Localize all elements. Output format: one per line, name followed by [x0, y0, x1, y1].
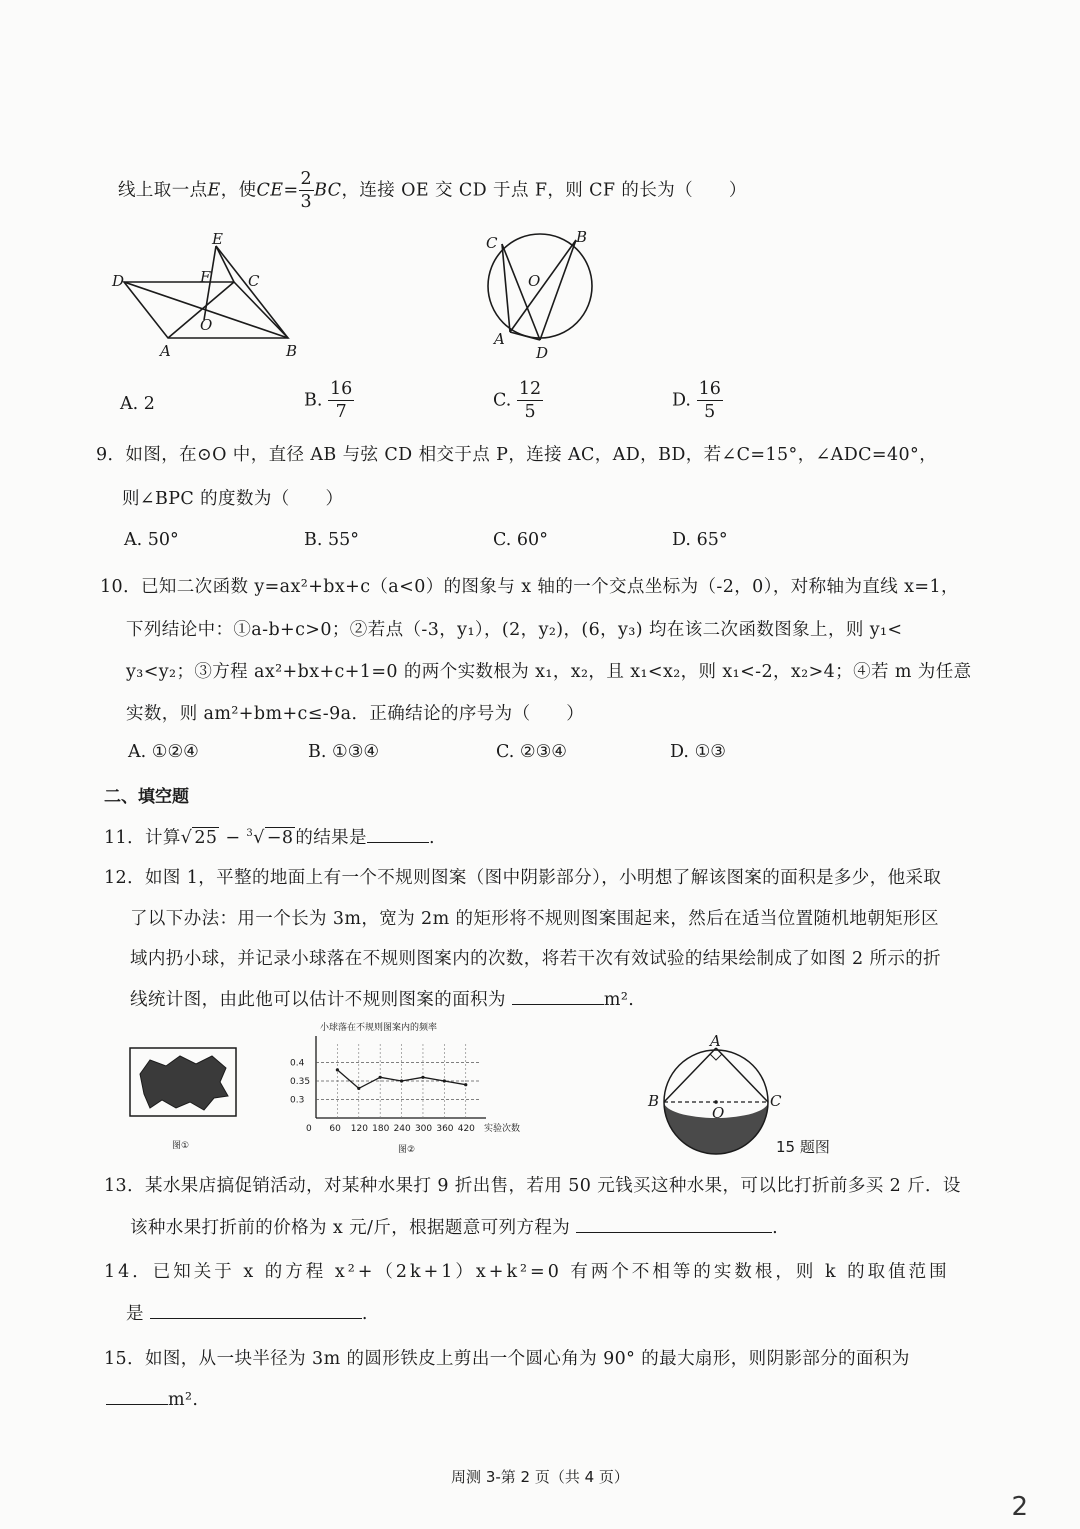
y-tick-label: 0.3 [290, 1095, 305, 1106]
q8-option-c[interactable] [493, 380, 543, 422]
q14-end: . [361, 1304, 368, 1324]
q12-figure-1 [128, 1046, 240, 1156]
q11-radicand-1: 25 [194, 828, 218, 848]
q12-answer-blank[interactable] [512, 1003, 604, 1005]
q9-option-a[interactable] [124, 530, 179, 550]
q14-line-2 [126, 1300, 368, 1325]
q12-unit: m². [603, 990, 635, 1010]
q15-unit: m². [168, 1390, 199, 1410]
q11-answer-blank[interactable] [367, 841, 429, 843]
q10-option-a[interactable] [128, 742, 199, 762]
q12-line-1: 12．如图 1，平整的地面上有一个不规则图案（图中阴影部分），小明想了解该图案的面积是多少，他采取 [104, 868, 942, 888]
fig1-label-f: F [200, 268, 211, 286]
q8-parallelogram-figure [110, 228, 310, 363]
fig15-caption: 15 题图 [776, 1138, 830, 1156]
frac-den: 5 [704, 402, 716, 423]
q11-root-index: 3 [246, 828, 254, 840]
q12-line-4-text: 线统计图，由此他可以估计不规则图案的面积为 [130, 990, 506, 1010]
chart-origin-label: 0 [306, 1124, 312, 1134]
fig2-label-b: B [576, 228, 588, 246]
option-letter: D. [672, 390, 691, 411]
q9-option-d[interactable] [672, 530, 728, 550]
q15-line-2 [106, 1390, 198, 1410]
option-text: ①③ [694, 742, 726, 762]
option-text: 60° [516, 530, 548, 550]
q9-circle-figure [478, 228, 608, 363]
fig15-label-c: C [770, 1092, 782, 1110]
x-tick-label: 60 [329, 1124, 341, 1134]
option-text: ①③④ [332, 742, 380, 762]
q8-option-d[interactable] [672, 380, 723, 422]
fig1-label-e: E [212, 230, 223, 248]
option-text: 50° [147, 530, 179, 550]
fig1-caption: 图① [172, 1141, 190, 1151]
page-footer: 周测 3-第 2 页（共 4 页） [451, 1468, 629, 1486]
q8-bc: BC [314, 180, 342, 201]
q12-line-4 [130, 986, 634, 1011]
option-text: 55° [328, 530, 360, 550]
option-fraction [517, 380, 543, 422]
q9-option-c[interactable] [493, 530, 548, 550]
x-tick-label: 360 [436, 1124, 454, 1134]
q10-option-c[interactable] [496, 742, 567, 762]
data-point [421, 1076, 424, 1079]
option-letter: C. [493, 530, 512, 550]
irregular-shaded-shape [140, 1056, 228, 1110]
q8-point-e: E [207, 180, 221, 201]
section-fill-in-blank-heading: 二、填空题 [104, 787, 189, 807]
chart-caption: 图② [398, 1145, 416, 1155]
q11-radicand-2: −8 [266, 828, 294, 848]
q11-end: . [428, 828, 435, 848]
x-tick-label: 240 [393, 1124, 411, 1134]
q13-line-2-text: 该种水果打折前的价格为 x 元/斤，根据题意可列方程为 [130, 1218, 571, 1238]
x-tick-label: 180 [372, 1124, 390, 1134]
x-tick-label: 300 [414, 1124, 433, 1134]
q8-option-a[interactable] [120, 394, 155, 414]
fig2-label-c: C [486, 234, 498, 252]
frac-den: 5 [524, 402, 536, 423]
option-letter: B. [304, 530, 323, 550]
fig2-label-d: D [536, 344, 549, 362]
option-fraction [328, 380, 354, 422]
q9-option-b[interactable] [304, 530, 359, 550]
q8-ce: CE [256, 180, 284, 201]
fig1-label-c: C [248, 272, 260, 290]
q13-line-2 [130, 1214, 778, 1239]
data-point [400, 1079, 403, 1082]
q8-text-pre: 线上取一点 [118, 180, 208, 201]
x-tick-label: 420 [457, 1124, 475, 1134]
chord-ad [510, 332, 540, 340]
option-letter: C. [493, 390, 512, 411]
cbrt-icon: √ [253, 828, 265, 848]
q8-text-sep: ，使 [220, 180, 257, 201]
fig15-label-b: B [648, 1092, 660, 1110]
upper-half-region [664, 1050, 768, 1102]
page-number: 2 [1011, 1492, 1028, 1522]
option-letter: D. [670, 742, 689, 762]
q13-end: . [772, 1218, 779, 1238]
q8-eq: = [283, 180, 299, 201]
chart-x-axis-label: 实验次数 [484, 1124, 521, 1134]
q8-fraction [299, 170, 315, 212]
q10-line-1: 10．已知二次函数 y=ax²+bx+c（a<0）的图象与 x 轴的一个交点坐标为（-2，0），对称轴为直线 x=1， [100, 577, 959, 597]
option-letter: A. [124, 530, 143, 550]
data-point [336, 1068, 339, 1071]
q11-line [104, 824, 435, 849]
option-letter: A. [120, 394, 139, 414]
fig1-label-a: A [160, 342, 171, 360]
option-fraction [697, 380, 723, 422]
sqrt-icon: √ [180, 828, 193, 848]
chord-ca [502, 244, 510, 332]
q10-line-2: 下列结论中：①a-b+c>0；②若点（-3，y₁），(2，y₂)，(6，y₃) 均在该二次函数图象上，则 y₁< [126, 620, 903, 640]
q11-minus: − [219, 828, 247, 848]
option-text: 2 [143, 394, 155, 414]
chart-title: 小球落在不规则图案内的频率 [320, 1023, 438, 1033]
extension-ce [216, 246, 234, 282]
fig1-label-o: O [200, 316, 213, 334]
segment-eb [216, 246, 288, 338]
data-point [379, 1076, 382, 1079]
chord-cd [502, 244, 540, 340]
q9-line-1: 9．如图，在⊙O 中，直径 AB 与弦 CD 相交于点 P，连接 AC，AD，BD，若∠C=15°，∠ADC=40°， [96, 445, 938, 465]
q15-sector-figure [640, 1030, 840, 1160]
frac-num: 12 [517, 380, 543, 401]
q15-line-1: 15．如图，从一块半径为 3m 的圆形铁皮上剪出一个圆心角为 90° 的最大扇形，则阴影部分的面积为 [104, 1349, 910, 1369]
option-letter: B. [308, 742, 327, 762]
option-letter: D. [672, 530, 691, 550]
q9-line-2: 则∠BPC 的度数为（ ） [122, 489, 344, 509]
q12-line-3: 域内扔小球，并记录小球落在不规则图案内的次数，将若干次有效试验的结果绘制成了如图 2 所示的折 [130, 949, 942, 969]
option-letter: A. [128, 742, 147, 762]
frac-num: 16 [328, 380, 354, 401]
data-point [443, 1079, 446, 1082]
q14-line-2-text: 是 [126, 1304, 144, 1324]
q10-option-d[interactable] [670, 742, 726, 762]
data-point [464, 1083, 467, 1086]
q12-frequency-line-chart [280, 1018, 540, 1158]
q13-answer-blank[interactable] [576, 1231, 772, 1233]
fig1-label-d: D [112, 272, 125, 290]
q8-frac-num: 2 [299, 170, 315, 191]
fig15-label-a: A [710, 1032, 721, 1050]
option-letter: B. [304, 390, 323, 411]
q12-line-2: 了以下办法：用一个长为 3m，宽为 2m 的矩形将不规则图案围起来，然后在适当位置随机地朝矩形区 [130, 909, 939, 929]
option-text: 65° [696, 530, 728, 550]
option-text: ②③④ [519, 742, 567, 762]
q10-option-b[interactable] [308, 742, 379, 762]
q8-option-b[interactable] [304, 380, 354, 422]
frac-den: 7 [335, 402, 347, 423]
frac-num: 16 [697, 380, 723, 401]
q8-stem [118, 170, 747, 212]
data-point [357, 1087, 360, 1090]
q11-post: 的结果是 [295, 828, 367, 848]
q14-line-1: 14．已知关于 x 的方程 x²+（2k+1）x+k²=0 有两个不相等的实数根，则 k 的取值范围 [104, 1262, 950, 1282]
q13-line-1: 13．某水果店搞促销活动，对某种水果打 9 折出售，若用 50 元钱买这种水果，可以比打折前多买 2 斤．设 [104, 1176, 961, 1196]
diameter-ab [510, 240, 576, 332]
q8-frac-den: 3 [300, 192, 313, 213]
q10-line-3: y₃<y₂；③方程 ax²+bx+c+1=0 的两个实数根为 x₁，x₂，且 x₁<x₂，则 x₁<-2，x₂>4；④若 m 为任意 [126, 662, 972, 682]
q14-answer-blank[interactable] [150, 1317, 362, 1319]
fig2-label-o: O [528, 272, 541, 290]
option-letter: C. [496, 742, 515, 762]
q11-pre: 11．计算 [104, 828, 181, 848]
fig15-label-o: O [712, 1104, 725, 1122]
chord-bd [540, 240, 576, 340]
x-tick-label: 120 [350, 1124, 368, 1134]
option-text: ①②④ [151, 742, 199, 762]
q15-answer-blank[interactable] [106, 1403, 168, 1405]
q10-line-4: 实数，则 am²+bm+c≤-9a．正确结论的序号为（ ） [126, 704, 585, 724]
fig2-label-a: A [494, 330, 505, 348]
fig1-label-b: B [286, 342, 298, 360]
q8-text-post: ，连接 OE 交 CD 于点 F，则 CF 的长为（ ） [341, 180, 747, 201]
y-tick-label: 0.35 [290, 1077, 311, 1087]
y-tick-label: 0.4 [290, 1058, 305, 1069]
